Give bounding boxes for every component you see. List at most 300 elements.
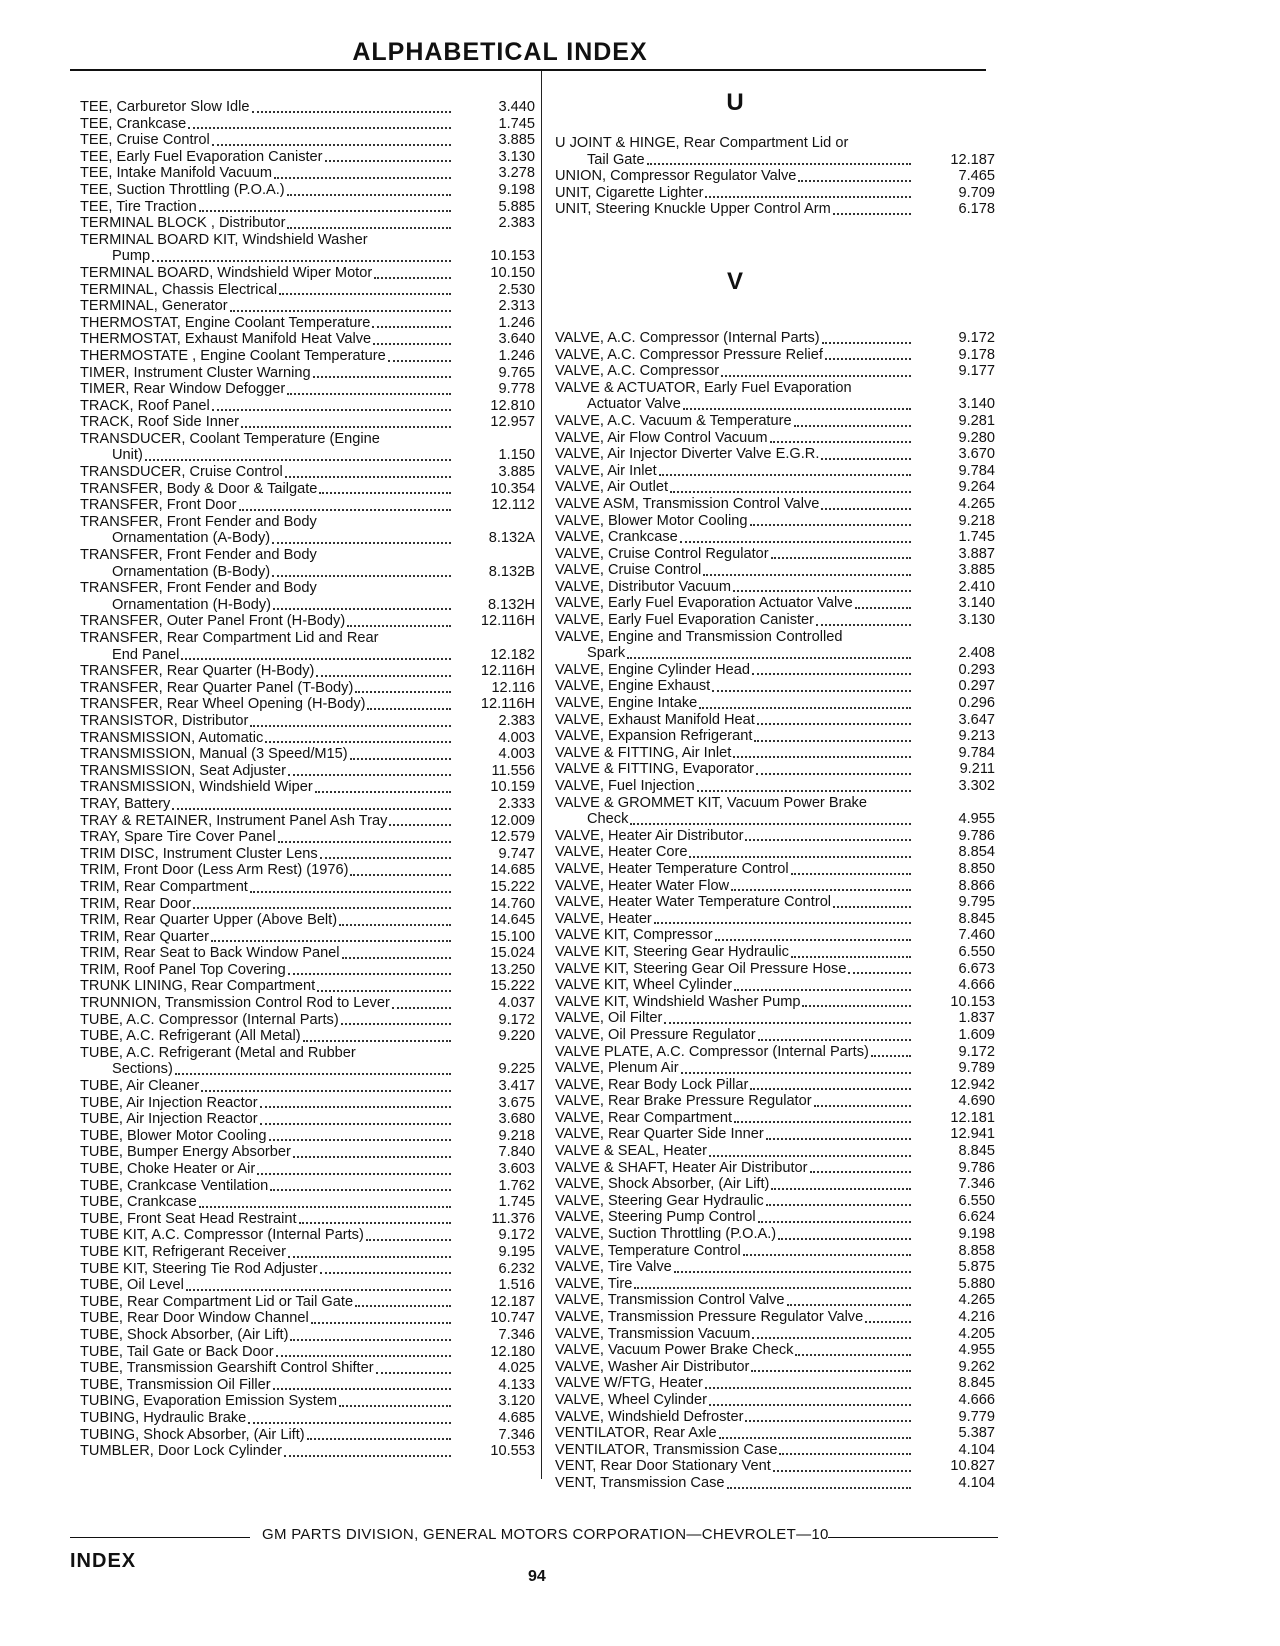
index-entry-reference: 9.789: [958, 1060, 995, 1077]
index-entry-label: VALVE, Heater Water Temperature Control: [555, 894, 832, 911]
index-entry-label: TERMINAL BOARD, Windshield Wiper Motor: [80, 264, 373, 281]
index-entry-reference: 9.213: [958, 728, 995, 745]
index-entry-reference: 12.187: [490, 1293, 535, 1310]
index-entry-reference: 12.942: [950, 1076, 995, 1093]
leader-dots: [816, 624, 911, 626]
leader-dots: [758, 1221, 911, 1223]
leader-dots: [341, 1023, 451, 1025]
index-entry: [80, 613, 535, 630]
index-entry: [555, 201, 995, 218]
index-entry-label: THERMOSTAT, Exhaust Manifold Heat Valve: [80, 331, 372, 348]
index-entry-reference: 12.810: [490, 397, 535, 414]
index-entry-reference: 5.880: [958, 1275, 995, 1292]
leader-dots: [766, 1138, 911, 1140]
index-entry: [80, 962, 535, 979]
leader-dots: [315, 791, 451, 793]
leader-dots: [822, 342, 911, 344]
index-entry-reference: 3.887: [958, 545, 995, 562]
index-entry-reference: 3.140: [958, 396, 995, 413]
index-entry: [80, 1161, 535, 1178]
index-entry-reference: 9.778: [498, 381, 535, 398]
index-entry-label: VENTILATOR, Transmission Case: [555, 1441, 778, 1458]
leader-dots: [654, 922, 911, 924]
index-entry-reference: 11.556: [491, 762, 535, 779]
index-entry: [80, 1111, 535, 1128]
index-entry-label: TEE, Crankcase: [80, 115, 187, 132]
index-entry-label: TRIM, Front Door (Less Arm Rest) (1976): [80, 862, 349, 879]
index-entry-label: TERMINAL BLOCK , Distributor: [80, 215, 286, 232]
index-entry: [80, 514, 535, 531]
index-entry-label: TRIM, Rear Compartment: [80, 878, 248, 895]
index-entry-label: TUBE, Air Injection Reactor: [80, 1094, 258, 1111]
index-entry: [80, 1344, 535, 1361]
leader-dots: [373, 343, 451, 345]
index-entry-reference: 12.112: [491, 497, 535, 514]
index-entry-label: Pump: [112, 248, 151, 265]
leader-dots: [325, 160, 451, 162]
index-entry-label: TUBE, Transmission Oil Filler: [80, 1376, 271, 1393]
leader-dots: [705, 1387, 911, 1389]
index-entry: [80, 995, 535, 1012]
index-entry: [555, 944, 995, 961]
index-entry: [555, 380, 995, 397]
leader-dots: [634, 1287, 911, 1289]
index-entry-reference: 10.553: [490, 1443, 535, 1460]
index-entry-reference: 1.516: [498, 1277, 535, 1294]
index-entry-reference: 4.037: [498, 995, 535, 1012]
index-entry: [555, 761, 995, 778]
index-entry: [80, 862, 535, 879]
index-entry-label: VALVE, Rear Quarter Side Inner: [555, 1126, 764, 1143]
leader-dots: [188, 127, 451, 129]
index-entry-label: TRIM, Rear Seat to Back Window Panel: [80, 945, 340, 962]
index-entry: [80, 464, 535, 481]
index-entry-label: TUBE, Oil Level: [80, 1277, 184, 1294]
leader-dots: [269, 1139, 451, 1141]
leader-dots: [734, 989, 911, 991]
index-entry: [80, 1294, 535, 1311]
page-title: ALPHABETICAL INDEX: [352, 38, 648, 66]
index-entry-label: TRAY, Battery: [80, 795, 171, 812]
index-entry-reference: 1.837: [958, 1010, 995, 1027]
left-column: [80, 99, 535, 1460]
index-entry-reference: 3.885: [498, 132, 535, 149]
index-entry-label: TUBE, Crankcase: [80, 1194, 197, 1211]
leader-dots: [273, 608, 451, 610]
index-entry-reference: 2.383: [498, 712, 535, 729]
index-entry-label: TRANSISTOR, Distributor: [80, 712, 249, 729]
index-entry-label: TUBE KIT, A.C. Compressor (Internal Parts): [80, 1227, 364, 1244]
index-entry-label: TRIM, Rear Door: [80, 895, 192, 912]
index-entry-reference: 4.955: [958, 811, 995, 828]
index-entry-reference: 8.132H: [487, 596, 535, 613]
index-entry: [80, 1227, 535, 1244]
index-entry: [555, 152, 995, 169]
index-entry-reference: 2.313: [498, 298, 535, 315]
index-entry-reference: 1.246: [498, 347, 535, 364]
index-entry: [80, 497, 535, 514]
leader-dots: [787, 1304, 911, 1306]
index-entry-label: VALVE, Transmission Control Valve: [555, 1292, 785, 1309]
index-entry-label: UNION, Compressor Regulator Valve: [555, 168, 797, 185]
index-entry-label: TUBE, A.C. Refrigerant (Metal and Rubber: [80, 1044, 356, 1061]
index-entry: [555, 678, 995, 695]
index-entry: [80, 763, 535, 780]
index-entry-label: TUBE, Blower Motor Cooling: [80, 1127, 267, 1144]
index-entry-reference: 1.745: [498, 1194, 535, 1211]
leader-dots: [287, 194, 451, 196]
index-entry-reference: 1.609: [958, 1026, 995, 1043]
column-divider: [541, 71, 542, 1479]
index-entry: [80, 331, 535, 348]
leader-dots: [376, 1372, 451, 1374]
index-entry-label: TRAY, Spare Tire Cover Panel: [80, 829, 276, 846]
section-u-heading: U: [726, 89, 744, 116]
index-entry-reference: 5.885: [498, 198, 535, 215]
index-entry-reference: 4.205: [958, 1325, 995, 1342]
index-entry-reference: 3.120: [498, 1393, 535, 1410]
leader-dots: [771, 1188, 911, 1190]
leader-dots: [670, 491, 911, 493]
index-entry: [80, 132, 535, 149]
index-entry: [555, 513, 995, 530]
index-entry-reference: 8.850: [958, 860, 995, 877]
index-entry: [555, 645, 995, 662]
index-entry-label: TRANSMISSION, Seat Adjuster: [80, 762, 287, 779]
index-entry-label: TRANSFER, Front Fender and Body: [80, 513, 317, 530]
index-entry-reference: 9.264: [958, 479, 995, 496]
index-entry-reference: 4.690: [958, 1093, 995, 1110]
index-entry: [555, 595, 995, 612]
leader-dots: [733, 756, 911, 758]
index-entry-label: TUBE, Rear Compartment Lid or Tail Gate: [80, 1293, 354, 1310]
index-entry-label: VALVE, A.C. Compressor (Internal Parts): [555, 329, 820, 346]
index-entry: [80, 746, 535, 763]
index-entry-reference: 7.346: [498, 1426, 535, 1443]
index-entry-reference: 4.955: [958, 1342, 995, 1359]
index-entry: [555, 1010, 995, 1027]
leader-dots: [821, 458, 911, 460]
leader-dots: [211, 940, 451, 942]
leader-dots: [199, 210, 451, 212]
index-entry: [555, 1176, 995, 1193]
index-entry-reference: 10.150: [490, 264, 535, 281]
index-entry-label: VALVE, Oil Filter: [555, 1010, 663, 1027]
index-entry-label: TUBE, Bumper Energy Absorber: [80, 1144, 291, 1161]
index-entry: [80, 1261, 535, 1278]
index-entry-reference: 8.854: [958, 844, 995, 861]
leader-dots: [287, 227, 451, 229]
index-entry: [80, 1244, 535, 1261]
index-entry-reference: 3.417: [498, 1078, 535, 1095]
leader-dots: [152, 260, 451, 262]
index-entry-reference: 3.302: [958, 778, 995, 794]
index-entry-reference: 3.640: [498, 331, 535, 348]
leader-dots: [750, 1088, 911, 1090]
index-entry: [80, 99, 535, 116]
leader-dots: [731, 889, 911, 891]
index-entry-label: VALVE & FITTING, Evaporator: [555, 761, 754, 778]
index-entry: [80, 912, 535, 929]
index-entry: [555, 1392, 995, 1409]
leader-dots: [201, 1090, 451, 1092]
index-entry: [555, 135, 995, 152]
index-entry: [555, 911, 995, 928]
index-entry: [80, 1178, 535, 1195]
index-entry: [80, 447, 535, 464]
index-entry-reference: 0.297: [958, 678, 995, 695]
leader-dots: [279, 293, 451, 295]
index-entry: [555, 1259, 995, 1276]
index-entry-label: VALVE, Heater Air Distributor: [555, 827, 744, 844]
index-entry-reference: 0.293: [958, 661, 995, 678]
leader-dots: [355, 691, 451, 693]
index-entry-label: VALVE, Engine and Transmission Controlled: [555, 628, 843, 645]
index-entry-reference: 0.296: [958, 695, 995, 712]
leader-dots: [779, 1453, 911, 1455]
index-entry-label: TRAY & RETAINER, Instrument Panel Ash Tray: [80, 812, 388, 829]
index-entry-reference: 12.116H: [480, 696, 535, 713]
index-entry-reference: 9.172: [958, 329, 995, 346]
index-entry: [555, 778, 995, 795]
index-entry-reference: 9.784: [958, 744, 995, 761]
index-entry: [555, 795, 995, 812]
index-entry: [555, 1126, 995, 1143]
index-entry-reference: 9.765: [498, 364, 535, 381]
index-entry-reference: 7.840: [498, 1144, 535, 1161]
index-entry-label: TUBE, Front Seat Head Restraint: [80, 1210, 297, 1227]
index-entry: [555, 662, 995, 679]
index-entry: [80, 282, 535, 299]
leader-dots: [751, 1370, 911, 1372]
index-entry-label: VALVE KIT, Windshield Washer Pump: [555, 993, 801, 1010]
index-entry-label: Check: [587, 811, 629, 828]
leader-dots: [290, 1339, 451, 1341]
index-entry-reference: 11.376: [491, 1210, 535, 1227]
index-entry-label: VALVE, Oil Pressure Regulator: [555, 1026, 756, 1043]
index-entry-label: VALVE KIT, Steering Gear Oil Pressure Hose: [555, 960, 847, 977]
index-entry: [80, 1327, 535, 1344]
index-entry-label: VALVE, Engine Intake: [555, 695, 698, 712]
page-number: 94: [528, 1568, 546, 1585]
index-entry: [555, 1110, 995, 1127]
index-entry: [555, 878, 995, 895]
index-entry: [80, 1377, 535, 1394]
leader-dots: [689, 856, 911, 858]
index-entry: [80, 696, 535, 713]
index-entry-reference: 8.132B: [488, 563, 535, 580]
index-entry-label: VALVE & ACTUATOR, Early Fuel Evaporation: [555, 379, 852, 396]
index-entry: [555, 1425, 995, 1442]
index-entry: [80, 149, 535, 166]
leader-dots: [278, 841, 451, 843]
index-entry-reference: 9.177: [958, 363, 995, 380]
index-entry-label: Tail Gate: [587, 151, 645, 168]
index-entry-label: VALVE KIT, Compressor: [555, 927, 713, 944]
index-entry-reference: 9.218: [958, 512, 995, 529]
index-entry-label: TRIM, Roof Panel Top Covering: [80, 961, 286, 978]
index-entry-reference: 3.885: [958, 562, 995, 579]
index-entry-label: VALVE, Suction Throttling (P.O.A.): [555, 1226, 777, 1243]
leader-dots: [721, 375, 911, 377]
leader-dots: [647, 163, 911, 165]
index-entry: [80, 265, 535, 282]
index-entry-label: TUBE, Rear Door Window Channel: [80, 1310, 309, 1327]
index-entry-reference: 6.178: [958, 201, 995, 218]
index-entry-reference: 6.232: [498, 1260, 535, 1277]
leader-dots: [319, 492, 451, 494]
index-entry-reference: 9.786: [958, 1159, 995, 1176]
right-column: [555, 89, 995, 1492]
leader-dots: [248, 1422, 451, 1424]
index-entry: [80, 879, 535, 896]
leader-dots: [833, 906, 911, 908]
index-entry: [80, 680, 535, 697]
leader-dots: [680, 541, 911, 543]
index-entry: [80, 199, 535, 216]
leader-dots: [705, 196, 911, 198]
leader-dots: [791, 873, 911, 875]
index-entry-reference: 8.866: [958, 877, 995, 894]
index-entry-reference: 9.220: [498, 1028, 535, 1045]
index-entry-reference: 9.280: [958, 429, 995, 446]
index-entry-label: VALVE, A.C. Compressor: [555, 363, 720, 380]
leader-dots: [199, 1206, 451, 1208]
leader-dots: [712, 690, 911, 692]
index-entry: [555, 1442, 995, 1459]
index-entry-reference: 12.181: [950, 1109, 995, 1126]
index-entry-label: VALVE, Rear Body Lock Pillar: [555, 1076, 749, 1093]
index-entry-label: VALVE, Blower Motor Cooling: [555, 512, 748, 529]
index-entry-label: TRANSFER, Rear Quarter Panel (T-Body): [80, 679, 354, 696]
index-entry: [555, 579, 995, 596]
leader-dots: [754, 740, 911, 742]
index-entry-label: VALVE & SHAFT, Heater Air Distributor: [555, 1159, 808, 1176]
index-entry-label: TUBING, Shock Absorber, (Air Lift): [80, 1426, 305, 1443]
index-entry: [555, 446, 995, 463]
leader-dots: [355, 1305, 451, 1307]
index-entry: [80, 315, 535, 332]
index-entry: [80, 232, 535, 249]
index-entry: [80, 945, 535, 962]
index-entry: [555, 496, 995, 513]
title-rule: [70, 69, 986, 71]
index-entry: [80, 365, 535, 382]
index-entry: [555, 977, 995, 994]
index-entry: [80, 1144, 535, 1161]
index-entry: [555, 479, 995, 496]
leader-dots: [320, 1272, 451, 1274]
leader-dots: [252, 111, 451, 113]
index-entry-reference: 4.666: [958, 1391, 995, 1408]
index-entry-reference: 9.281: [958, 412, 995, 429]
index-entry-label: VALVE, Distributor Vacuum: [555, 578, 732, 595]
leader-dots: [659, 474, 911, 476]
index-entry-label: UNIT, Cigarette Lighter: [555, 184, 704, 201]
index-entry-label: VALVE, A.C. Compressor Pressure Relief: [555, 346, 823, 363]
index-entry-reference: 3.675: [498, 1094, 535, 1111]
index-entry-reference: 1.762: [498, 1177, 535, 1194]
leader-dots: [752, 1337, 911, 1339]
leader-dots: [293, 1156, 451, 1158]
index-entry-reference: 3.680: [498, 1111, 535, 1128]
index-entry-label: VALVE, Crankcase: [555, 529, 678, 546]
index-entry-reference: 9.218: [498, 1127, 535, 1144]
index-entry-reference: 9.795: [958, 894, 995, 911]
index-entry: [80, 165, 535, 182]
leader-dots: [175, 1073, 451, 1075]
index-entry-label: VALVE, Windshield Defroster: [555, 1408, 744, 1425]
index-entry-reference: 3.440: [498, 99, 535, 115]
index-entry-label: VALVE, Vacuum Power Brake Check: [555, 1342, 794, 1359]
leader-dots: [699, 707, 911, 709]
index-entry-label: TIMER, Rear Window Defogger: [80, 381, 286, 398]
index-entry-label: TUBE, Tail Gate or Back Door: [80, 1343, 274, 1360]
index-entry-reference: 4.133: [498, 1376, 535, 1393]
index-entry: [80, 1078, 535, 1095]
leader-dots: [683, 408, 911, 410]
index-entry: [555, 612, 995, 629]
leader-dots: [757, 723, 911, 725]
index-entry-reference: 1.745: [958, 529, 995, 546]
leader-dots: [766, 1204, 911, 1206]
index-entry-label: TRACK, Roof Panel: [80, 397, 210, 414]
index-entry: [555, 828, 995, 845]
section-u-list: [555, 135, 995, 218]
index-entry-label: TRANSFER, Rear Quarter (H-Body): [80, 663, 315, 680]
index-entry-label: TRANSMISSION, Automatic: [80, 729, 264, 746]
index-entry: [555, 546, 995, 563]
index-entry-label: U JOINT & HINGE, Rear Compartment Lid or: [555, 135, 849, 151]
index-entry: [80, 248, 535, 265]
leader-dots: [715, 939, 911, 941]
index-entry-label: VALVE, Heater: [555, 910, 652, 927]
index-entry: [80, 846, 535, 863]
index-entry-label: Ornamentation (H-Body): [112, 596, 271, 613]
index-entry-label: VALVE KIT, Steering Gear Hydraulic: [555, 943, 789, 960]
index-entry-reference: 12.116: [491, 679, 535, 696]
index-entry: [555, 811, 995, 828]
index-entry: [555, 1409, 995, 1426]
index-entry: [555, 1077, 995, 1094]
index-entry: [555, 529, 995, 546]
leader-dots: [250, 891, 451, 893]
index-entry: [555, 629, 995, 646]
index-entry-label: TRANSFER, Body & Door & Tailgate: [80, 480, 318, 497]
index-entry: [80, 1061, 535, 1078]
index-entry-label: THERMOSTATE , Engine Coolant Temperature: [80, 347, 386, 364]
index-entry: [555, 1309, 995, 1326]
index-entry-label: VALVE, Expansion Refrigerant: [555, 728, 753, 745]
leader-dots: [342, 957, 451, 959]
index-entry-reference: 9.178: [958, 346, 995, 363]
index-entry-label: TERMINAL, Chassis Electrical: [80, 281, 278, 298]
index-entry-label: TUBE, Choke Heater or Air: [80, 1161, 256, 1177]
index-entry-label: VALVE, Rear Compartment: [555, 1109, 733, 1126]
index-entry-label: TERMINAL BOARD KIT, Windshield Washer: [80, 231, 368, 248]
leader-dots: [703, 574, 911, 576]
index-entry: [80, 630, 535, 647]
leader-dots: [773, 1470, 911, 1472]
leader-dots: [260, 1123, 451, 1125]
leader-dots: [339, 924, 451, 926]
index-entry-label: VALVE, Air Outlet: [555, 479, 669, 496]
index-entry-reference: 3.278: [498, 165, 535, 182]
index-entry: [80, 1194, 535, 1211]
index-entry-label: VALVE, Wheel Cylinder: [555, 1391, 707, 1408]
index-entry-reference: 6.673: [958, 960, 995, 977]
index-entry-reference: 9.262: [958, 1358, 995, 1375]
